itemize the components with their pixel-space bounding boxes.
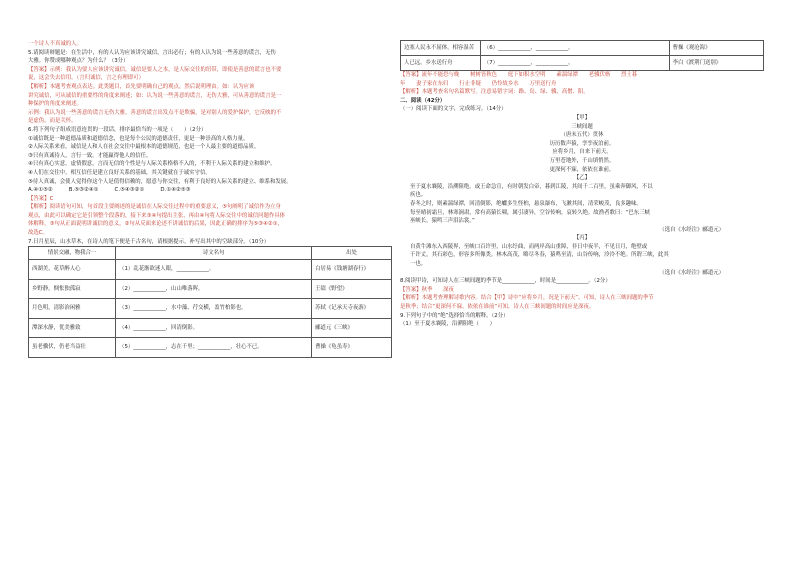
text-line: 二、阅读（42分） (400, 97, 446, 104)
answer-and-reading-header (400, 71, 764, 114)
table-header: 出处 (312, 247, 392, 260)
text-line: 历历数声猿，孪孪夜泊前。 (549, 140, 615, 147)
table-cell-scene: 边塞人民永不屈体，相容湿苦 (401, 41, 481, 56)
table-header-row (29, 247, 392, 260)
source-yi: （选自《水经注》郦道元） (659, 226, 724, 233)
text-line: 讲究诚信，可从诚信的重要性的角度来阐述；如：认为说一些善意的谎言，无伤大雅，可从善意的谎言是一 (28, 92, 282, 99)
table-row (29, 279, 392, 299)
table-cell-quote: （2）____________，山山唯落晖。 (116, 279, 312, 299)
left-text-block (28, 40, 392, 246)
text-line: 【解析】本题考查观点表达。此类题目，首先要明确自己的观点，然后说明理由。如：认为应该 (28, 83, 255, 90)
table-cell-source: 曹操《观沧海》 (669, 41, 763, 56)
text-line: 说，这会失去信用。（言归诚信，言之有理即可） (28, 75, 144, 82)
right-page (400, 40, 764, 518)
table-cell-scene: 虽老骥伏，仍老当益壮 (29, 338, 116, 358)
text-line: ⑤待人真诚，会使人觉得你这个人是值得信赖的，愿意与你交往，有利于良好的人际关系的建立、维系和发展。 (28, 178, 292, 185)
text-line: 更深何不寐，依依在谁前。 (549, 166, 615, 173)
table-header: 情景交融，物我合一 (29, 247, 116, 260)
text-line: 应将乡月，自来下前天。 (552, 149, 612, 156)
poem-author: （唐末五代）贯休 (560, 132, 604, 139)
section-label-bing: 【丙】 (573, 235, 591, 242)
table-row (29, 299, 392, 319)
table-cell-quote: （5）____________，志在千里；____________，壮心不已。 (116, 338, 312, 358)
table-cell-source: 苏轼《记承天寺夜游》 (312, 299, 392, 319)
table-row (29, 260, 392, 280)
table-cell-quote: （3）____________，水中藻、荇交横，盖竹柏影也。 (116, 299, 312, 319)
table-cell-scene: 潭深水静，优美雅致 (29, 318, 116, 338)
text-line: 示例：我认为说一些善意的谎言无伤大雅。善意的谎言出发点不是欺骗，是对别人的爱护保护，它反映的不 (28, 109, 282, 116)
table-cell-source: 白居易《钱塘湖春行》 (312, 260, 392, 280)
passage-yi (400, 183, 764, 226)
table-cell-source: 曹操《龟虽寿》 (312, 338, 392, 358)
text-line: （一）阅读下面的文字，完成练习。（14分） (400, 106, 507, 113)
table-cell-scene: 人已远，乡水送行舟 (401, 56, 481, 71)
text-line: 6.将下列句子组成语意连贯的一段话，排序最恰当的一项是（ ）（2分） (28, 126, 207, 133)
text-line: 自黄牛滩东入西陵界，至峡口百许里，山水纡曲，而两岸高山重障，非日中夜半，不见日月，绝壁或 (410, 243, 648, 250)
text-line: 春冬之时，则素湍绿潭，回清倒影，绝巘多生怪柏，悬泉瀑布，飞漱其间，清荣峻茂，良多趣味。 (410, 200, 642, 207)
table-row (401, 41, 764, 56)
text-line: 种保护的角度来阐述。 (28, 101, 82, 108)
poem-title: 三峡间题 (571, 123, 593, 130)
text-line: （1）至于夏水襄陵，沿溯阻绝（ ） (400, 321, 496, 328)
text-line: 一也。 (410, 261, 427, 268)
text-line: 是虚伪，而是关怀。 (28, 118, 77, 125)
text-line: 【解析】本题考查名句名篇默写。注意易错字词：路、岛、绿、骥、高僧、阳。 (400, 89, 589, 96)
text-line: ③只有真诚待人，言行一致，才能赢得他人的信任。 (28, 152, 152, 159)
text-line: 万里苍地外，千山填悄然。 (549, 157, 615, 164)
text-line: 一个诗人不真诚的人。 (28, 41, 82, 47)
text-line: ④人们在交往中，相互信任是建立良好关系的基础，其关键就在于诚实守信。 (28, 169, 211, 176)
table-cell-source: 李白《渡荆门送别》 (669, 56, 763, 71)
table-row (401, 56, 764, 71)
text-line: 疾也。 (410, 192, 427, 199)
text-line: 是秋季；结合“更深何不寐，依依在谁前”可知，诗人在三峡间题的时间应是深夜。 (400, 304, 595, 311)
section-label-yi: 【乙】 (573, 175, 591, 182)
text-line: 观点，由此可以确定它是引领整个段落的，接下来③④句提出主张，再由④句将人际交往中的诚信问题作具体 (28, 212, 286, 219)
table-cell-scene: 乡野静，惆怅独孤寂 (29, 279, 116, 299)
source-bing: （选自《水经注》郦道元） (659, 269, 724, 276)
text-line: A.④①⑤② B.⑤③②④① C.⑤④③②① D.①④②⑤③ (28, 187, 191, 194)
table-cell-scene: 月色明，清影治闲雅 (29, 299, 116, 319)
table-row (29, 318, 392, 338)
text-line: 至于夏水襄陵，沿溯阻绝。或王命急宣，有时朝发白帝，暮到江陵，其间千二百里，虽乘奔御风，不以 (410, 183, 653, 190)
text-line: 8.阅读甲诗，可知诗人在三峡间题的季节是____________，时间是____________。（2分） (400, 278, 611, 285)
text-line: 【解析】阅读语句可知，句首段主要阐述的是诚信在人际交往过程中的重要意义，⑤句阐明了诚信作为立身 (28, 204, 281, 211)
text-line: 【答案】流年不能恐与晚 树树皆秋色 庭下如积水空明 素湍绿潭 老骥伏枥 烈士暮 (400, 72, 638, 78)
table-cell-quote: （7）____________，____________。 (480, 56, 669, 71)
table-cell-quote: （4）____________，回清倒影。 (116, 318, 312, 338)
table-cell-quote: （6）____________，____________。 (480, 41, 669, 56)
text-line: 5.请阅读辩题是：在生活中，有的人认为应该讲究诚信，言出必行；有的人认为说一些善意的谎言，无伤 (28, 49, 276, 56)
text-line: 每至晴初霜旦，林寒涧肃，常有高猿长啸，属引凄异，空谷传响，哀转久绝。故渔者歌曰：“巴东三峡 (410, 209, 650, 216)
table-cell-scene: 西湖美，花草醉人心 (29, 260, 116, 280)
passage-bing (400, 243, 764, 269)
text-line: 【答案】示例：我认为要人应该讲究诚信，诚信是要人之本，是人际交往的纽带，即使是善意的谎言也不要 (28, 66, 282, 73)
text-line: 【答案】C (28, 195, 54, 202)
text-line: 巫峡长，猿鸣三声泪沾裳。” (410, 218, 475, 225)
text-line: 千许丈，其石彩色，形容多所像类。林木高茂，略尽冬春，猿鸣至清，山谷传响，泠泠不绝。所谓三峡，此其 (410, 252, 669, 259)
text-line: 故选C。 (28, 230, 48, 237)
text-line: 体解释，③句从正面说明讲诚信的意义，②句从反面来论述不讲诚信的后果，因此正确的排序为⑤③④②①， (28, 221, 283, 228)
poetry-fill-table (28, 246, 392, 358)
text-line: 年 妻子家在东归 行止非疑 仍怜故乡水 万里送行舟 (400, 80, 557, 87)
text-line: 7.日月星辰，山水草木，在诗人的笔下便是千古名句，请根据提示，补写出其中的空缺部分。（10分） (28, 238, 270, 245)
text-line: ①诚信既是一种道德品质和道德信念，也是每个公民的道德责任，更是一种崇高的人格力量。 (28, 135, 249, 142)
text-line: 大雅。你赞成哪种观点？为什么？（3分） (28, 58, 129, 65)
table-row (29, 338, 392, 358)
table-header: 诗文名句 (116, 247, 312, 260)
table-cell-source: 王绩《野望》 (312, 279, 392, 299)
table-cell-source: 郦道元《三峡》 (312, 318, 392, 338)
questions-block (400, 277, 764, 329)
table-cell-quote: （1）乱花渐欲迷人眼，____________。 (116, 260, 312, 280)
section-label-jia: 【甲】 (573, 114, 591, 121)
left-page (28, 40, 392, 518)
text-line: 【答案】秋季 深夜 (400, 286, 454, 293)
text-line: ②人际关系来看，诚信是人和人在社会交往中最根本的道德规范，也是一个人最主要的道德品质。 (28, 144, 260, 151)
text-line: 【解析】本题考查理解诗歌内容。结合【甲】诗中“应将乡月，况是下前天”，可知，诗人在三峡间题的季节 (400, 295, 654, 302)
poem-jia (400, 114, 764, 174)
poetry-fill-table-continued (400, 40, 764, 71)
text-line: 9.下列句子中的“绝”选择恰当的解释。（2分） (400, 312, 509, 319)
text-line: ④只有真心实意，虚情假意，言而无信的个性是与人际关系格格不入的，不利于人际关系的建立和维护。 (28, 161, 276, 168)
